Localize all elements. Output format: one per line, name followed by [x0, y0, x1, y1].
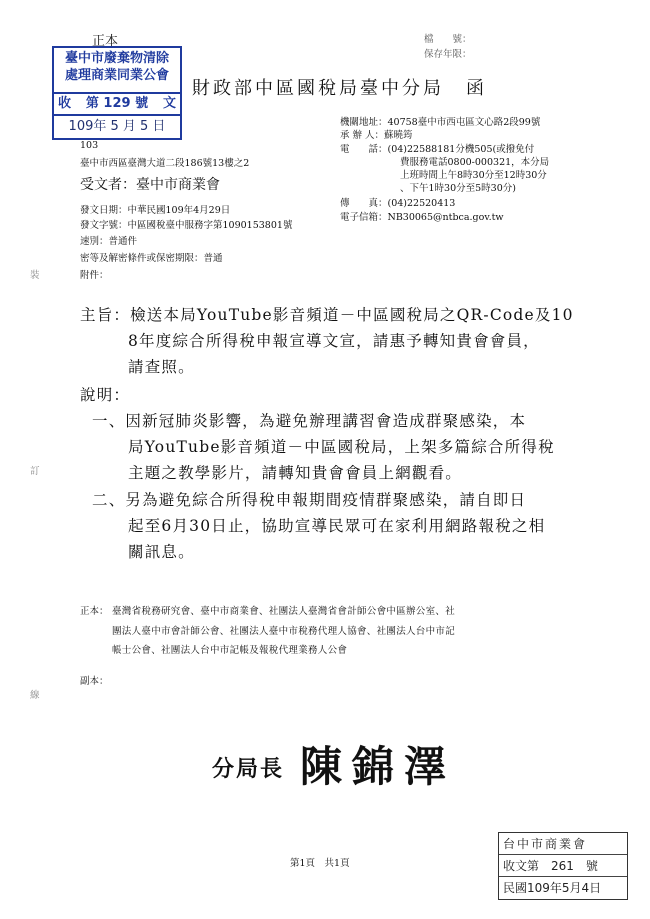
- sender-phone-cont2: 上班時間上午8時30分至12時30分: [400, 170, 547, 181]
- distribution-main-label: 正本：: [80, 606, 109, 617]
- bottom-stamp-recv: 收文第 261 號: [499, 855, 627, 877]
- margin-mark-staple: 訂: [30, 466, 40, 477]
- explanation-item1-line2: 局YouTube影音頻道－中區國稅局，上架多篇綜合所得稅: [128, 438, 555, 456]
- recipient-address: 臺中市西區臺灣大道二段186號13樓之2: [80, 158, 250, 169]
- sender-address: 機關地址：40758臺中市西屯區文心路2段99號: [340, 117, 541, 128]
- sender-phone: 電 話：(04)22588181分機505(或撥免付: [340, 144, 535, 155]
- sender-phone-cont3: 、下午1時30分至5時30分): [400, 183, 516, 194]
- issue-number: 發文字號：中區國稅臺中服務字第1090153801號: [80, 220, 293, 231]
- recipient-postal: 103: [80, 140, 99, 151]
- bottom-stamp-org: 台中市商業會: [499, 833, 627, 855]
- explanation-item1-line3: 主題之教學影片，請轉知貴會會員上網觀看。: [128, 464, 463, 482]
- recipient-label: 受文者：臺中市商業會: [80, 177, 220, 193]
- explanation-label: 說明：: [80, 386, 131, 404]
- distribution-main-line3: 帳士公會、社團法人台中市記帳及報稅代理業務人公會: [112, 645, 348, 656]
- bottom-receipt-stamp: [498, 832, 628, 900]
- attachment: 附件：: [80, 270, 109, 281]
- signature-name: 陳錦澤: [300, 742, 457, 791]
- distribution-copy-label: 副本：: [80, 676, 109, 687]
- stamp-wen: 文: [162, 96, 176, 111]
- margin-mark-bind: 裝: [30, 270, 40, 281]
- stamp-recv-label: 收: [58, 96, 72, 111]
- bottom-stamp-date: 民國109年5月4日: [503, 881, 602, 895]
- distribution-main-line1: 臺灣省稅務研究會、臺中市商業會、社團法人臺灣省會計師公會中區辦公室、社: [112, 606, 456, 617]
- stamp-org-line2: 處理商業同業公會: [64, 68, 169, 83]
- issue-date: 發文日期：中華民國109年4月29日: [80, 205, 231, 216]
- subject-line2: 8年度綜合所得稅申報宣導文宣，請惠予轉知貴會會員，: [128, 332, 540, 350]
- page-number: 第1頁 共1頁: [290, 858, 350, 869]
- sender-phone-cont1: 費服務電話0800-000321，本分局: [400, 157, 550, 168]
- stamp-org-line1: 臺中市廢棄物清除: [64, 51, 169, 66]
- explanation-item1-line1: 一、因新冠肺炎影響，為避免辦理講習會造成群聚感染，本: [92, 412, 527, 430]
- archive-no-label: 檔 號：: [424, 34, 472, 45]
- subject-line1: 主旨：檢送本局YouTube影音頻道－中區國稅局之QR-Code及10: [80, 306, 574, 324]
- sender-email: 電子信箱：NB30065@ntbca.gov.tw: [340, 212, 504, 223]
- sender-fax: 傳 真：(04)22520413: [340, 198, 456, 209]
- agency-title: 財政部中區國稅局臺中分局: [192, 78, 444, 99]
- distribution-main-line2: 團法人臺中市會計師公會、社團法人臺中市稅務代理人協會、社團法人台中市記: [112, 626, 456, 637]
- speed: 速別：普通件: [80, 236, 138, 247]
- receipt-stamp: [52, 46, 182, 140]
- stamp-date: 109年 5 月 5 日: [54, 114, 180, 138]
- subject-line3: 請查照。: [128, 358, 195, 376]
- stamp-recv-no: 第 129 號: [85, 96, 149, 111]
- explanation-item2-line2: 起至6月30日止，協助宣導民眾可在家利用網路報稅之相: [128, 517, 546, 535]
- margin-mark-line: 線: [30, 690, 40, 701]
- explanation-item2-line1: 二、另為避免綜合所得稅申報期間疫情群聚感染，請自即日: [92, 491, 527, 509]
- explanation-item2-line3: 關訊息。: [128, 543, 195, 561]
- sender-contact: 承 辦 人：蘇曉筠: [340, 130, 413, 141]
- copy-type-label: 正本: [92, 34, 119, 49]
- signature-title: 分局長: [212, 756, 285, 782]
- doc-type: 函: [466, 78, 487, 99]
- retention-label: 保存年限：: [424, 49, 472, 60]
- secrecy: 密等及解密條件或保密期限：普通: [80, 253, 223, 264]
